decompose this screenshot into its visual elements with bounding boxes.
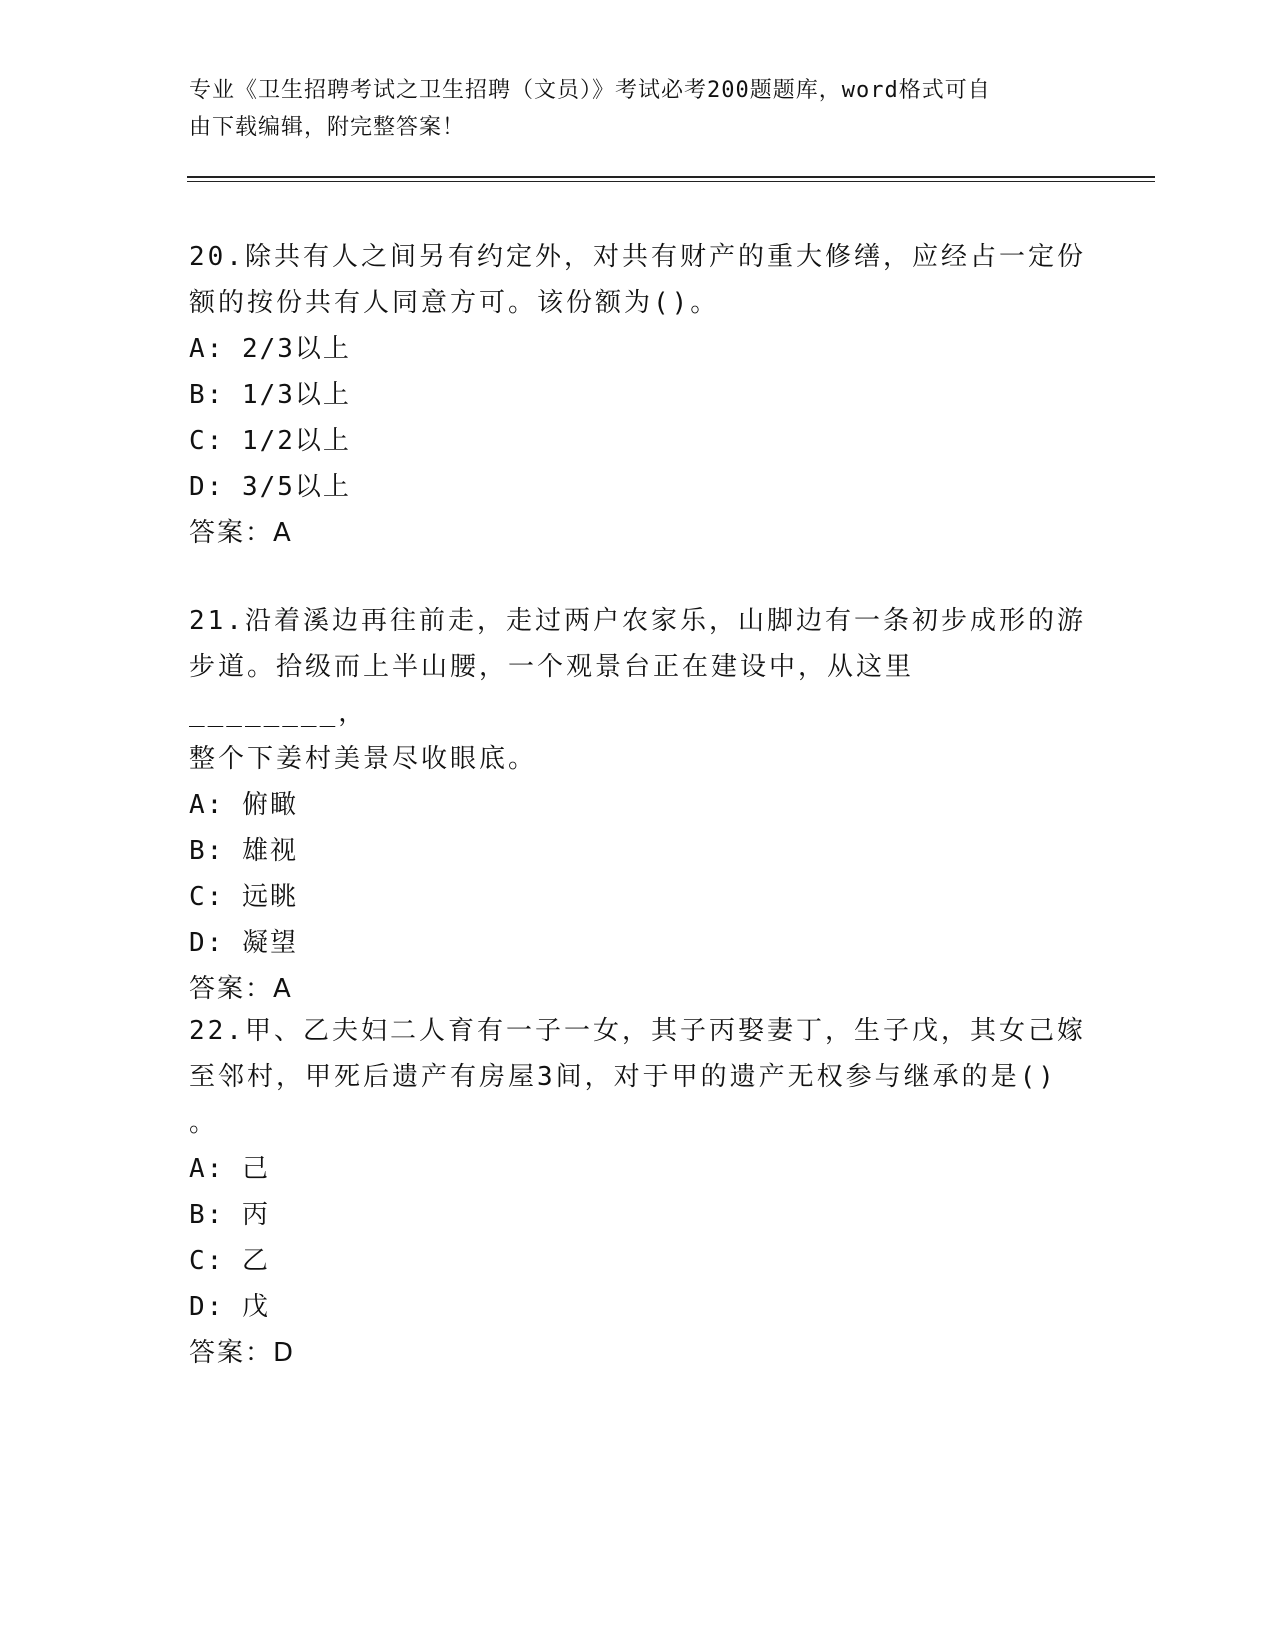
option-a: A: 俯瞰 — [189, 790, 298, 820]
option-d: D: 3/5以上 — [189, 472, 351, 502]
intro-line-1: 专业《卫生招聘考试之卫生招聘（文员）》考试必考200题题库，word格式可自 — [189, 78, 991, 103]
option-b: B: 丙 — [189, 1200, 270, 1230]
question-stem-line: 至邻村，甲死后遗产有房屋3间，对于甲的遗产无权参与继承的是() — [189, 1062, 1057, 1092]
option-d: D: 凝望 — [189, 928, 298, 958]
option-a: A: 2/3以上 — [189, 334, 351, 364]
question-stem-line: 20.除共有人之间另有约定外，对共有财产的重大修缮，应经占一定份 — [189, 242, 1086, 272]
question-stem-line: 整个下姜村美景尽收眼底。 — [189, 744, 538, 774]
option-b: B: 雄视 — [189, 836, 298, 866]
question-stem-line: 21.沿着溪边再往前走，走过两户农家乐，山脚边有一条初步成形的游 — [189, 606, 1086, 636]
question-stem-line: 。 — [189, 1108, 219, 1138]
question-stem-line: 步道。拾级而上半山腰，一个观景台正在建设中，从这里________， — [189, 652, 915, 728]
question-21 — [189, 598, 1089, 1012]
question-22 — [189, 1008, 1089, 1376]
option-c: C: 远眺 — [189, 882, 298, 912]
question-stem-line: 22.甲、乙夫妇二人育有一子一女，其子丙娶妻丁，生子戊，其女己嫁 — [189, 1016, 1086, 1046]
option-c: C: 乙 — [189, 1246, 270, 1276]
header-divider-thick — [187, 176, 1155, 178]
question-20 — [189, 234, 1089, 556]
option-a: A: 己 — [189, 1154, 270, 1184]
answer-line: 答案：A — [189, 974, 293, 1004]
answer-line: 答案：A — [189, 518, 293, 548]
header-divider-thin — [187, 181, 1155, 182]
question-stem-line: 额的按份共有人同意方可。该份额为()。 — [189, 288, 720, 318]
answer-line: 答案：D — [189, 1338, 296, 1368]
option-d: D: 戊 — [189, 1292, 270, 1322]
intro-line-2: 由下载编辑，附完整答案！ — [189, 115, 466, 140]
document-intro — [189, 72, 1069, 146]
option-c: C: 1/2以上 — [189, 426, 351, 456]
option-b: B: 1/3以上 — [189, 380, 351, 410]
